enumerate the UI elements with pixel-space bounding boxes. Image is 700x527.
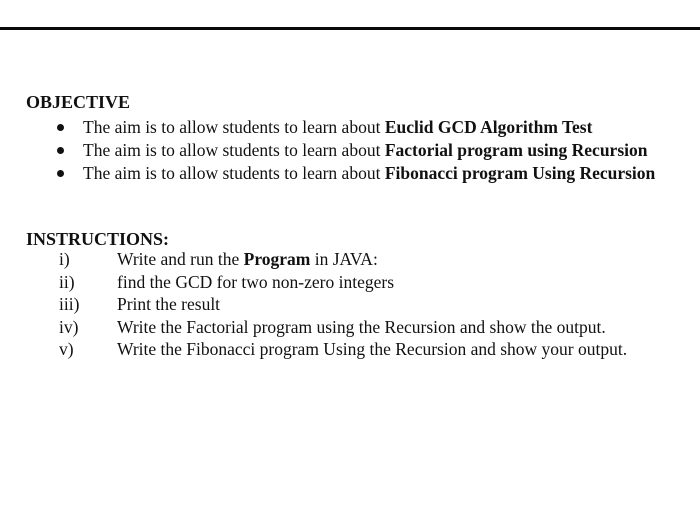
instruction-text: Write the Fibonacci program Using the Recursion and show your output. xyxy=(117,339,628,359)
objective-item-topic: Factorial program using Recursion xyxy=(384,140,648,160)
instructions-heading: INSTRUCTIONS: xyxy=(26,229,170,249)
objective-item xyxy=(0,116,700,139)
instructions-list xyxy=(0,248,700,361)
instruction-item xyxy=(0,293,700,316)
instruction-emphasis: Program xyxy=(243,249,311,269)
objective-item-topic: Euclid GCD Algorithm Test xyxy=(384,117,593,137)
instruction-text: Write and run the Program in JAVA: xyxy=(117,249,378,269)
objective-item xyxy=(0,139,700,162)
objective-item xyxy=(0,162,700,185)
objective-heading: OBJECTIVE xyxy=(26,92,131,112)
instruction-text: Print the result xyxy=(117,294,221,314)
instruction-numeral: i) xyxy=(59,249,70,269)
objective-item-text: The aim is to allow students to learn about Euclid GCD Algorithm Test xyxy=(83,117,593,137)
instruction-numeral: iv) xyxy=(59,316,79,337)
top-divider-line xyxy=(0,27,700,30)
objective-list xyxy=(0,116,700,185)
instruction-numeral: ii) xyxy=(59,271,75,292)
bullet-icon xyxy=(57,147,64,154)
objective-item-text: The aim is to allow students to learn about Factorial program using Recursion xyxy=(83,140,648,160)
objective-item-topic: Fibonacci program Using Recursion xyxy=(384,163,656,183)
instruction-numeral: v) xyxy=(59,339,74,359)
instruction-item xyxy=(0,316,700,339)
instruction-item xyxy=(0,248,700,271)
instruction-item xyxy=(0,338,700,361)
instruction-numeral: iii) xyxy=(59,294,80,314)
bullet-icon xyxy=(57,124,64,131)
objective-item-text: The aim is to allow students to learn about Fibonacci program Using Recursion xyxy=(83,163,656,183)
instruction-text: Write the Factorial program using the Recursion and show the output. xyxy=(117,316,606,337)
instruction-item xyxy=(0,271,700,294)
bullet-icon xyxy=(57,170,64,177)
instruction-text: find the GCD for two non-zero integers xyxy=(117,271,395,292)
